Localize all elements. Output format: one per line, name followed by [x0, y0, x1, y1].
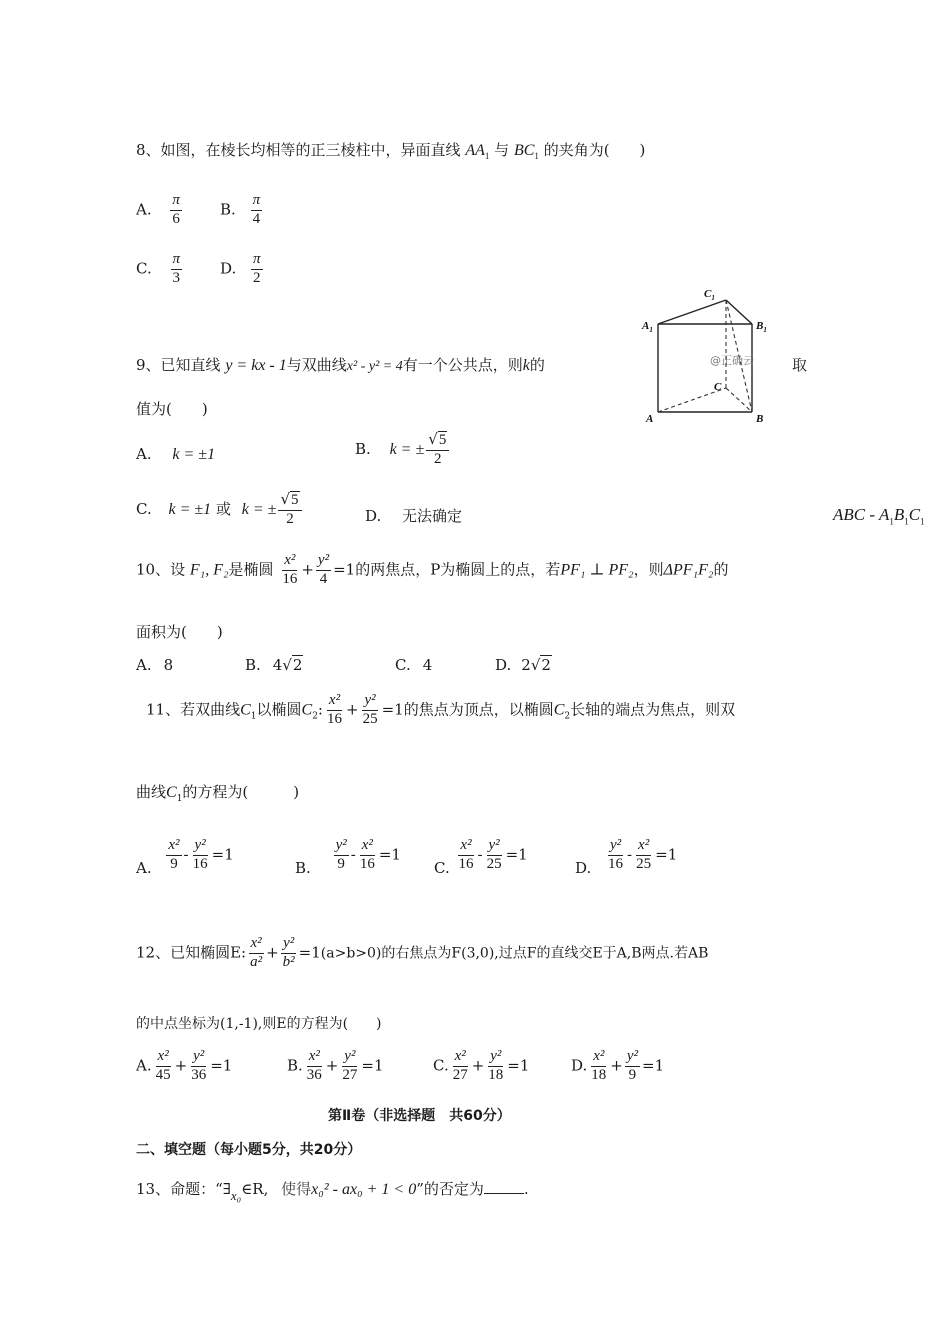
q13-answer-blank[interactable]: [484, 1181, 524, 1194]
q10-stem: 10、设 F₁, F₂是椭圆 $\frac{\text{x²}}{16}$ + $\frac{\text{y²}}{4}$ =1的两焦点，P为椭圆上的点，若PF₁ ⊥ PF₂，则ΔPF₁F₂的: [136, 552, 729, 587]
q11-option-c: C. $\frac{\text{x²}}{16}$ - $\frac{\text{y²}}{25}$ =1: [434, 837, 528, 878]
q8-stem: 8、如图，在棱长均相等的正三棱柱中，异面直线 $AA_1$ 与 $BC_1$ 的夹角为( ): [136, 141, 646, 162]
q9-tail: 取: [792, 356, 808, 374]
watermark: @正确云: [710, 354, 754, 367]
label-b: B: [756, 413, 764, 425]
q8-option-b: B. $\frac{\pi}{4}$: [220, 192, 261, 227]
q10-option-a: A. 8: [136, 656, 174, 674]
q11-option-b: B. $\frac{\text{y²}}{9}$ - $\frac{\text{x²}}{16}$ =1: [295, 837, 401, 878]
label-a1: $A_1$: [642, 320, 653, 334]
prism-caption: ABC - $A_1B_1C_1$: [833, 505, 925, 527]
section-heading: 二、填空题（每小题5分，共20分）: [136, 1142, 362, 1158]
q10-option-b: B. 4√2: [245, 656, 303, 674]
q12-stem: 12、已知椭圆E: $\frac{\text{x²}}{\text{a²}}$ + $\frac{\text{y²}}{\text{b²}}$ =1(a>b>0)的右焦点为F(3,0),过点F的直线交E于A,B两点.若AB: [136, 935, 709, 970]
section-title: 第Ⅱ卷（非选择题 共60分）: [328, 1108, 511, 1124]
q12-option-c: C. $\frac{\text{x²}}{27}$ + $\frac{\text{y²}}{18}$ =1: [433, 1048, 530, 1083]
q13-stem: 13、命题：“∃x₀∈R, 使得x₀² - ax₀ + 1 < 0”的否定为 .: [136, 1180, 529, 1203]
q11-option-a: A. $\frac{\text{x²}}{9}$ - $\frac{\text{y²}}{16}$ =1: [136, 837, 234, 878]
q9-stem: 9、已知直线 y = kx - 1与双曲线x² - y² = 4有一个公共点，则k的: [136, 356, 545, 374]
label-a: A: [646, 413, 654, 425]
q9-option-d: D. 无法确定: [365, 507, 463, 525]
label-c: C: [714, 381, 722, 393]
q8-option-a: A. $\frac{\pi}{6}$: [136, 192, 180, 227]
q11-line2: 曲线$C_1$的方程为( ): [136, 783, 300, 804]
label-c1: $C_1$: [704, 288, 715, 302]
q9-option-b: B. k = ± $\frac{√5}{2}$: [355, 432, 451, 468]
q10-option-c: C. 4: [395, 656, 433, 674]
q9-line2: 值为( ): [136, 400, 208, 418]
label-b1: $B_1$: [756, 320, 767, 334]
q12-option-d: D. $\frac{\text{x²}}{18}$ + $\frac{\text{y²}}{9}$ =1: [571, 1048, 665, 1083]
prism-figure: [640, 284, 775, 432]
q8-option-d: D. $\frac{\pi}{2}$: [220, 251, 261, 286]
q10-line2: 面积为( ): [136, 623, 223, 641]
q10-option-d: D. 2√2: [495, 656, 551, 674]
prism-diagram: [640, 284, 775, 432]
q12-option-a: A. $\frac{\text{x²}}{45}$ + $\frac{\text{y²}}{36}$ =1: [136, 1048, 233, 1083]
q12-line2: 的中点坐标为(1,-1),则E的方程为( ): [136, 1016, 382, 1032]
q8-option-c: C. $\frac{\pi}{3}$: [136, 251, 181, 286]
q12-option-b: B. $\frac{\text{x²}}{36}$ + $\frac{\text{y²}}{27}$ =1: [287, 1048, 384, 1083]
q11-stem: 11、若双曲线$C_1$以椭圆$C_2$: $\frac{\text{x²}}{16}$ + $\frac{\text{y²}}{25}$ =1的焦点为顶点，以椭圆$C_2$长轴的端点为焦点，则双: [146, 692, 736, 727]
q9-option-c: C. k = ±1 或 k = ± $\frac{√5}{2}$: [136, 492, 304, 528]
q9-option-a: A. k = ±1: [136, 445, 216, 463]
q11-option-d: D. $\frac{\text{y²}}{16}$ - $\frac{\text{x²}}{25}$ =1: [575, 837, 678, 878]
